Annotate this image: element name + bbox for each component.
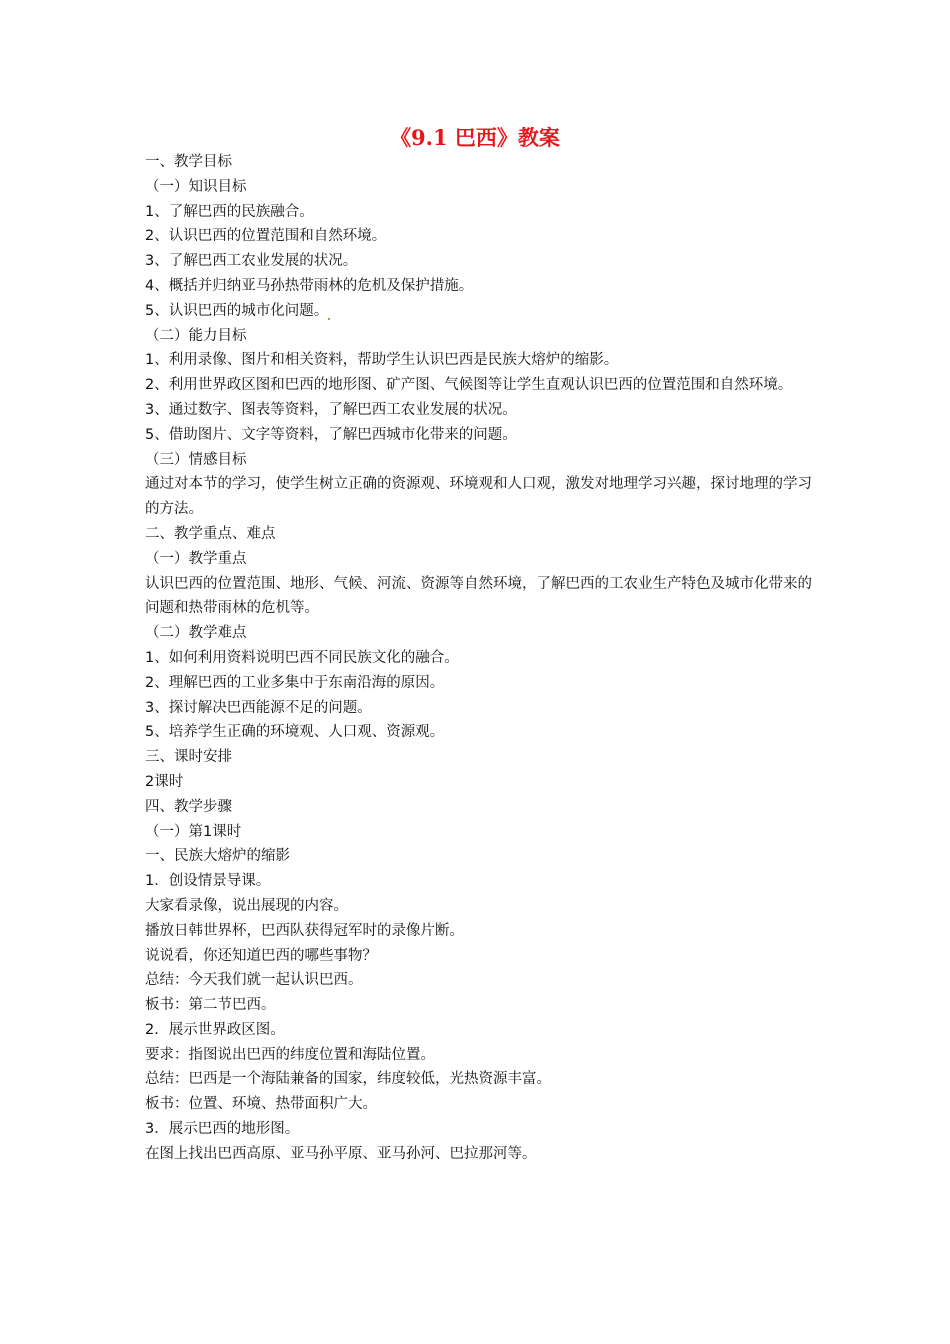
list-item: 2、理解巴西的工业多集中于东南沿海的原因。 [145,674,445,691]
paragraph: 大家看录像，说出展现的内容。 [145,897,348,914]
paragraph: 在图上找出巴西高原、亚马孙平原、亚马孙河、巴拉那河等。 [145,1145,537,1162]
paragraph: 板书：位置、环境、热带面积广大。 [145,1096,377,1113]
list-item: 5、借助图片、文字等资料，了解巴西城市化带来的问题。 [145,426,517,443]
section-heading: 四、教学步骤 [145,798,232,815]
stray-dot [328,318,330,320]
list-item: 5、培养学生正确的环境观、人口观、资源观。 [145,724,445,741]
list-item: 1、利用录像、图片和相关资料，帮助学生认识巴西是民族大熔炉的缩影。 [145,352,619,369]
subsection-heading: （一）知识目标 [145,178,247,195]
list-item: 1、如何利用资料说明巴西不同民族文化的融合。 [145,649,459,666]
paragraph: 通过对本节的学习，使学生树立正确的资源观、环境观和人口观，激发对地理学习兴趣，探讨地理的学习的方法。 [145,476,812,518]
paragraph: 说说看，你还知道巴西的哪些事物？ [145,947,377,964]
list-item: 4、概括并归纳亚马孙热带雨林的危机及保护措施。 [145,277,474,294]
paragraph: 2课时 [145,773,184,790]
list-item: 1、了解巴西的民族融合。 [145,203,314,220]
subsection-heading: （三）情感目标 [145,451,247,468]
list-item [145,299,815,324]
document-body [145,150,815,1167]
list-item: 3、通过数字、图表等资料，了解巴西工农业发展的状况。 [145,401,517,418]
paragraph: 板书：第二节巴西。 [145,997,276,1014]
paragraph: 要求：指图说出巴西的纬度位置和海陆位置。 [145,1046,435,1063]
list-item: 3．展示巴西的地形图。 [145,1121,300,1138]
list-item: 3、了解巴西工农业发展的状况。 [145,253,358,270]
list-item: 1．创设情景导课。 [145,873,271,890]
list-item: 3、探讨解决巴西能源不足的问题。 [145,699,372,716]
subsection-heading: （一）第1课时 [145,823,242,840]
subsection-heading: （一）教学重点 [145,550,247,567]
paragraph: 播放日韩世界杯，巴西队获得冠军时的录像片断。 [145,922,464,939]
section-heading: 一、教学目标 [145,154,232,170]
subsection-heading: （二）教学难点 [145,625,247,642]
list-item: 2．展示世界政区图。 [145,1021,285,1038]
paragraph: 总结：今天我们就一起认识巴西。 [145,972,363,989]
subsection-heading: （二）能力目标 [145,327,247,344]
subsection-heading: 一、民族大熔炉的缩影 [145,848,290,865]
list-item-text: 5、认识巴西的城市化问题。 [145,302,329,319]
paragraph: 总结：巴西是一个海陆兼备的国家，纬度较低，光热资源丰富。 [145,1071,551,1088]
paragraph: 认识巴西的位置范围、地形、气候、河流、资源等自然环境，了解巴西的工农业生产特色及城市化带来的问题和热带雨林的危机等。 [145,575,812,617]
document-title: 《9.1 巴西》教案 [390,125,560,150]
section-heading: 三、课时安排 [145,749,232,766]
section-heading: 二、教学重点、难点 [145,525,276,542]
list-item: 2、认识巴西的位置范围和自然环境。 [145,228,387,245]
list-item: 2、利用世界政区图和巴西的地形图、矿产图、气候图等让学生直观认识巴西的位置范围和自然环境。 [145,377,793,394]
